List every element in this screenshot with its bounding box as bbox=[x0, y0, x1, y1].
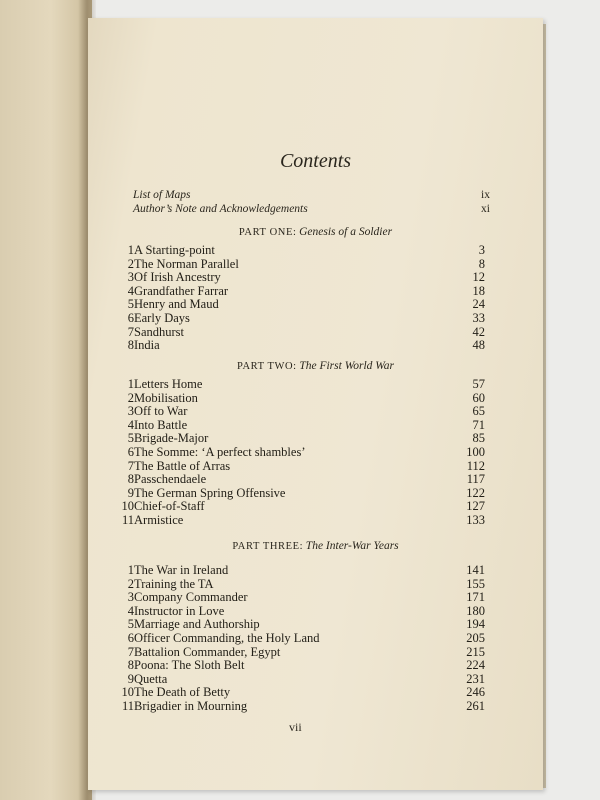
chapter-number: 3 bbox=[127, 270, 134, 285]
chapter-row bbox=[110, 325, 485, 339]
chapter-title: Brigade-Major bbox=[134, 431, 209, 446]
chapter-number: 1 bbox=[127, 563, 134, 577]
chapter-number: 5 bbox=[127, 297, 134, 312]
chapter-row bbox=[110, 270, 485, 284]
chapter-number: 7 bbox=[127, 458, 134, 473]
chapter-title: Mobilisation bbox=[134, 390, 198, 405]
part-heading-prefix: PART THREE: bbox=[232, 541, 304, 552]
chapter-title: Poona: The Sloth Belt bbox=[134, 658, 245, 673]
chapter-number: 5 bbox=[127, 431, 134, 446]
chapter-row bbox=[110, 645, 485, 659]
chapter-number: 7 bbox=[127, 644, 134, 659]
chapter-number: 11 bbox=[121, 513, 134, 527]
front-matter-page: ix bbox=[481, 189, 490, 201]
chapter-row bbox=[110, 563, 485, 577]
chapter-number: 1 bbox=[127, 243, 134, 257]
chapter-row bbox=[110, 658, 485, 672]
chapter-title: The War in Ireland bbox=[134, 563, 229, 577]
part-heading bbox=[88, 360, 543, 372]
chapter-row bbox=[110, 338, 485, 352]
chapter-title: Sandhurst bbox=[134, 324, 184, 339]
chapter-title: Henry and Maud bbox=[134, 297, 219, 312]
chapter-page: 141 bbox=[466, 563, 485, 577]
chapter-number: 7 bbox=[127, 324, 134, 339]
chapter-number: 2 bbox=[127, 390, 134, 405]
chapter-page: 155 bbox=[466, 576, 485, 591]
chapter-page: 112 bbox=[466, 458, 485, 473]
front-matter-label: Author’s Note and Acknowledgements bbox=[133, 203, 308, 215]
chapter-number: 2 bbox=[127, 576, 134, 591]
part-heading-prefix: PART ONE: bbox=[238, 227, 297, 238]
chapter-page: 133 bbox=[466, 513, 485, 527]
page-number: vii bbox=[289, 720, 302, 734]
part-heading-title: The Inter-War Years bbox=[305, 540, 399, 552]
chapter-row bbox=[110, 311, 485, 325]
chapter-page: 24 bbox=[472, 297, 485, 312]
chapter-number: 2 bbox=[127, 256, 134, 271]
chapter-number: 3 bbox=[127, 590, 134, 605]
chapter-page: 122 bbox=[466, 485, 485, 500]
chapter-title: Of Irish Ancestry bbox=[134, 270, 221, 285]
front-matter-label: List of Maps bbox=[133, 189, 191, 201]
chapter-page: 33 bbox=[472, 311, 485, 325]
chapter-title: Company Commander bbox=[134, 590, 248, 605]
chapter-title: Marriage and Authorship bbox=[134, 617, 260, 632]
chapter-row bbox=[110, 617, 485, 631]
chapter-row bbox=[110, 257, 485, 271]
chapter-title: The German Spring Offensive bbox=[134, 485, 286, 500]
chapter-row bbox=[110, 472, 485, 486]
chapter-number: 9 bbox=[127, 671, 134, 686]
chapter-row bbox=[110, 243, 485, 257]
chapter-page: 180 bbox=[466, 603, 485, 618]
chapter-page: 246 bbox=[466, 685, 485, 700]
page-title: Contents bbox=[279, 150, 352, 172]
chapter-row bbox=[110, 631, 485, 645]
chapter-title: The Death of Betty bbox=[134, 685, 231, 700]
chapter-title: Training the TA bbox=[134, 576, 214, 591]
chapter-row bbox=[110, 445, 485, 459]
chapter-row bbox=[110, 391, 485, 405]
chapter-number: 8 bbox=[127, 658, 134, 673]
chapter-number: 6 bbox=[127, 311, 134, 325]
chapter-number: 10 bbox=[121, 685, 134, 700]
chapter-page: 194 bbox=[466, 617, 485, 632]
chapter-number: 11 bbox=[121, 699, 134, 713]
chapter-row bbox=[110, 499, 485, 513]
chapter-row bbox=[110, 685, 485, 699]
chapter-number: 6 bbox=[127, 631, 134, 645]
chapter-page: 12 bbox=[472, 270, 485, 285]
part-heading bbox=[88, 540, 543, 552]
chapter-page: 205 bbox=[466, 631, 485, 645]
chapter-row bbox=[110, 513, 485, 527]
chapter-title: A Starting-point bbox=[134, 243, 215, 257]
chapter-title: Battalion Commander, Egypt bbox=[134, 644, 281, 659]
chapter-page: 100 bbox=[466, 445, 485, 459]
chapter-page: 224 bbox=[466, 658, 485, 673]
chapter-row bbox=[110, 377, 485, 391]
chapter-row bbox=[110, 404, 485, 418]
chapter-page: 65 bbox=[472, 404, 485, 419]
chapter-page: 42 bbox=[472, 324, 485, 339]
chapter-number: 5 bbox=[127, 617, 134, 632]
chapter-page: 57 bbox=[472, 377, 485, 391]
chapter-title: Passchendaele bbox=[134, 472, 207, 487]
part-heading-title: The First World War bbox=[299, 360, 395, 372]
chapter-page: 3 bbox=[478, 243, 485, 257]
chapter-row bbox=[110, 459, 485, 473]
chapter-title: Instructor in Love bbox=[134, 603, 225, 618]
chapter-number: 6 bbox=[127, 445, 134, 459]
chapter-title: Quetta bbox=[134, 671, 168, 686]
chapter-row bbox=[110, 431, 485, 445]
chapter-number: 8 bbox=[127, 338, 134, 353]
chapter-page: 171 bbox=[466, 590, 485, 605]
chapter-row bbox=[110, 284, 485, 298]
chapter-number: 4 bbox=[127, 417, 134, 432]
front-matter-page: xi bbox=[481, 203, 490, 215]
chapter-title: Officer Commanding, the Holy Land bbox=[134, 631, 320, 645]
chapter-page: 85 bbox=[472, 431, 485, 446]
chapter-page: 231 bbox=[466, 671, 485, 686]
chapter-title: The Norman Parallel bbox=[134, 256, 239, 271]
chapter-title: The Somme: ‘A perfect shambles’ bbox=[134, 445, 306, 459]
chapter-title: Early Days bbox=[134, 311, 190, 325]
chapter-row bbox=[110, 486, 485, 500]
chapter-title: Letters Home bbox=[134, 377, 203, 391]
chapter-title: Off to War bbox=[134, 404, 188, 419]
part-heading bbox=[88, 226, 543, 238]
chapter-number: 10 bbox=[121, 499, 134, 514]
chapter-row bbox=[110, 590, 485, 604]
chapter-page: 261 bbox=[466, 699, 485, 713]
chapter-number: 9 bbox=[127, 485, 134, 500]
chapter-row bbox=[110, 297, 485, 311]
chapter-number: 1 bbox=[127, 377, 134, 391]
chapter-title: Brigadier in Mourning bbox=[134, 699, 248, 713]
chapter-page: 71 bbox=[472, 417, 485, 432]
chapter-page: 8 bbox=[478, 256, 485, 271]
chapter-page: 60 bbox=[472, 390, 485, 405]
chapter-title: Grandfather Farrar bbox=[134, 283, 229, 298]
chapter-number: 3 bbox=[127, 404, 134, 419]
chapter-title: India bbox=[134, 338, 160, 353]
part-heading-title: Genesis of a Soldier bbox=[299, 226, 393, 238]
chapter-number: 4 bbox=[127, 283, 134, 298]
chapter-title: Armistice bbox=[134, 513, 184, 527]
chapter-row bbox=[110, 672, 485, 686]
chapter-row bbox=[110, 418, 485, 432]
part-heading-prefix: PART TWO: bbox=[236, 361, 297, 372]
chapter-title: Into Battle bbox=[134, 417, 188, 432]
chapter-title: The Battle of Arras bbox=[134, 458, 231, 473]
chapter-row bbox=[110, 699, 485, 713]
chapter-number: 4 bbox=[127, 603, 134, 618]
chapter-row bbox=[110, 604, 485, 618]
chapter-title: Chief-of-Staff bbox=[134, 499, 205, 514]
chapter-page: 215 bbox=[466, 644, 485, 659]
chapter-number: 8 bbox=[127, 472, 134, 487]
chapter-page: 18 bbox=[472, 283, 485, 298]
chapter-page: 127 bbox=[466, 499, 485, 514]
chapter-row bbox=[110, 577, 485, 591]
chapter-page: 48 bbox=[472, 338, 485, 353]
chapter-page: 117 bbox=[466, 472, 485, 487]
